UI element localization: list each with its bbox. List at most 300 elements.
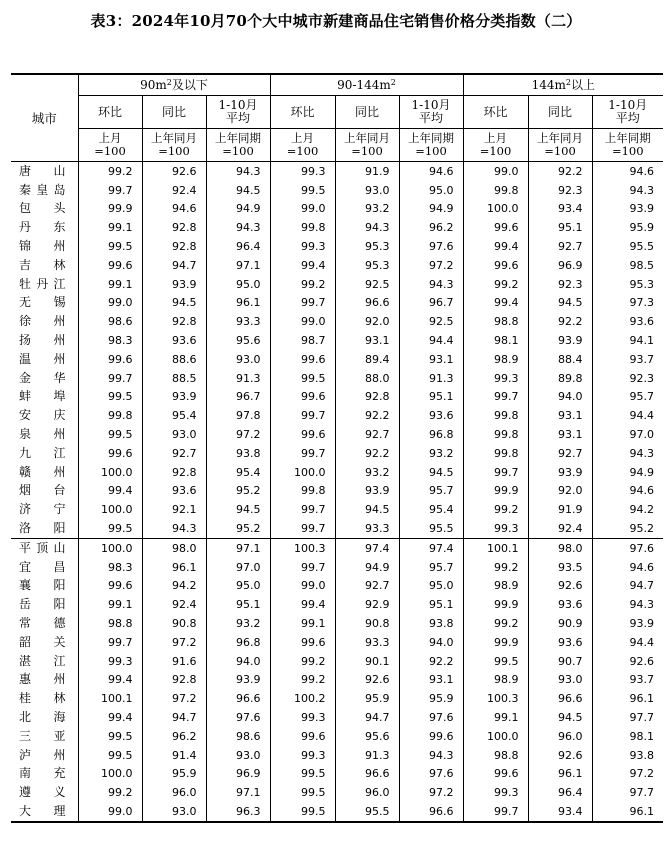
index-value: 95.3: [335, 237, 399, 256]
index-value: 99.9: [78, 200, 142, 219]
index-value: 95.2: [206, 482, 270, 501]
index-value: 96.9: [206, 765, 270, 784]
index-value: 96.4: [206, 237, 270, 256]
index-value: 93.0: [206, 350, 270, 369]
index-value: 91.3: [399, 369, 463, 388]
city-name: 蚌埠: [19, 389, 66, 404]
index-value: 94.4: [399, 331, 463, 350]
index-value: 98.7: [270, 331, 335, 350]
index-value: 96.7: [399, 294, 463, 313]
index-value: 95.9: [399, 689, 463, 708]
index-value: 93.6: [399, 406, 463, 425]
index-value: 95.0: [206, 275, 270, 294]
city-name: 丹东: [19, 220, 66, 235]
index-value: 94.1: [592, 331, 663, 350]
index-value: 99.8: [270, 482, 335, 501]
index-value: 96.1: [206, 294, 270, 313]
index-value: 98.6: [78, 312, 142, 331]
index-value: 94.5: [335, 500, 399, 519]
index-value: 99.2: [78, 783, 142, 802]
index-value: 92.3: [528, 275, 592, 294]
index-value: 97.7: [592, 708, 663, 727]
table-row: [11, 162, 663, 181]
table-title: 表3：2024年10月70个大中城市新建商品住宅销售价格分类指数（二）: [90, 12, 582, 30]
index-value: 96.6: [335, 294, 399, 313]
table-row: [11, 689, 663, 708]
price-index-table: [11, 73, 663, 823]
index-value: 92.9: [335, 595, 399, 614]
index-value: 92.2: [528, 162, 592, 181]
index-value: 99.6: [270, 350, 335, 369]
index-value: 93.1: [399, 350, 463, 369]
index-value: 91.4: [142, 746, 206, 765]
index-value: 99.5: [463, 652, 528, 671]
index-value: 99.7: [78, 633, 142, 652]
column-label-2-2: 同比: [335, 96, 399, 129]
index-value: 92.3: [528, 181, 592, 200]
index-value: 99.4: [78, 708, 142, 727]
base-label-2-1: 上月 =100: [270, 129, 335, 162]
index-value: 98.5: [592, 256, 663, 275]
index-value: 100.2: [270, 689, 335, 708]
table-row: [11, 614, 663, 633]
city-name: 赣州: [19, 464, 66, 479]
index-value: 93.9: [142, 275, 206, 294]
index-value: 99.3: [78, 652, 142, 671]
index-value: 99.4: [463, 294, 528, 313]
index-value: 95.5: [399, 519, 463, 538]
base-label-1-1: 上月 =100: [78, 129, 142, 162]
index-value: 93.6: [592, 312, 663, 331]
table-row: [11, 577, 663, 596]
index-value: 94.9: [335, 558, 399, 577]
index-value: 100.3: [270, 538, 335, 557]
index-value: 99.1: [270, 614, 335, 633]
index-value: 94.3: [335, 218, 399, 237]
index-value: 99.4: [463, 237, 528, 256]
city-name: 襄阳: [19, 578, 66, 593]
index-value: 94.7: [142, 708, 206, 727]
index-value: 98.9: [463, 350, 528, 369]
index-value: 100.0: [78, 463, 142, 482]
index-value: 92.4: [142, 595, 206, 614]
table-row: [11, 331, 663, 350]
section-header-90-144: $90-144m^2$: [270, 74, 463, 96]
index-value: 95.4: [142, 406, 206, 425]
column-label-1-2: 同比: [142, 96, 206, 129]
index-value: 92.2: [335, 444, 399, 463]
index-value: 96.2: [142, 727, 206, 746]
index-value: 96.6: [206, 689, 270, 708]
index-value: 99.8: [463, 181, 528, 200]
index-value: 93.6: [142, 482, 206, 501]
index-value: 99.6: [78, 577, 142, 596]
table-row: [11, 633, 663, 652]
table-row: [11, 746, 663, 765]
index-value: 92.2: [399, 652, 463, 671]
index-value: 99.2: [270, 652, 335, 671]
index-value: 98.1: [463, 331, 528, 350]
index-value: 94.0: [528, 388, 592, 407]
index-value: 97.7: [592, 783, 663, 802]
index-value: 94.3: [592, 595, 663, 614]
index-value: 99.5: [270, 783, 335, 802]
column-label-1-1: 环比: [78, 96, 142, 129]
index-value: 94.5: [528, 294, 592, 313]
index-value: 95.1: [399, 595, 463, 614]
index-value: 96.9: [528, 256, 592, 275]
city-name: 济宁: [19, 502, 66, 517]
index-value: 99.5: [78, 425, 142, 444]
index-value: 99.7: [78, 369, 142, 388]
index-value: 95.6: [335, 727, 399, 746]
index-value: 97.8: [206, 406, 270, 425]
index-value: 92.3: [592, 369, 663, 388]
index-value: 97.4: [399, 538, 463, 557]
index-value: 94.9: [592, 463, 663, 482]
city-name: 惠州: [19, 672, 66, 687]
index-value: 93.1: [399, 671, 463, 690]
index-value: 98.0: [528, 538, 592, 557]
index-value: 97.6: [399, 708, 463, 727]
index-value: 96.1: [592, 689, 663, 708]
index-value: 95.3: [335, 256, 399, 275]
index-value: 92.6: [142, 162, 206, 181]
index-value: 99.6: [270, 388, 335, 407]
index-value: 99.7: [463, 463, 528, 482]
table-body: [11, 162, 663, 822]
index-value: 93.0: [142, 802, 206, 822]
base-label-3-1: 上月 =100: [463, 129, 528, 162]
index-value: 95.9: [335, 689, 399, 708]
city-name: 宜昌: [19, 559, 66, 574]
index-value: 96.3: [206, 802, 270, 822]
index-value: 91.9: [335, 162, 399, 181]
index-value: 92.6: [528, 577, 592, 596]
index-value: 96.1: [528, 765, 592, 784]
index-value: 98.0: [142, 538, 206, 557]
city-name: 湛江: [19, 653, 66, 668]
index-value: 92.5: [399, 312, 463, 331]
index-value: 96.7: [206, 388, 270, 407]
index-value: 92.2: [528, 312, 592, 331]
index-value: 94.4: [592, 406, 663, 425]
index-value: 94.7: [142, 256, 206, 275]
index-value: 98.8: [463, 312, 528, 331]
index-value: 99.5: [78, 746, 142, 765]
index-value: 95.2: [206, 519, 270, 538]
index-value: 99.7: [270, 519, 335, 538]
index-value: 91.3: [335, 746, 399, 765]
index-value: 96.0: [528, 727, 592, 746]
city-name: 无锡: [19, 295, 66, 310]
index-value: 88.6: [142, 350, 206, 369]
index-value: 95.1: [528, 218, 592, 237]
index-value: 93.9: [528, 463, 592, 482]
index-value: 91.9: [528, 500, 592, 519]
index-value: 99.5: [78, 388, 142, 407]
city-name: 常德: [19, 616, 66, 631]
index-value: 92.8: [335, 388, 399, 407]
index-value: 99.2: [463, 500, 528, 519]
index-value: 95.0: [399, 577, 463, 596]
index-value: 99.9: [463, 633, 528, 652]
index-value: 94.9: [206, 200, 270, 219]
table-row: [11, 200, 663, 219]
index-value: 92.7: [528, 444, 592, 463]
index-value: 99.6: [78, 256, 142, 275]
city-name: 遵义: [19, 785, 66, 800]
index-value: 95.0: [206, 577, 270, 596]
index-value: 98.1: [592, 727, 663, 746]
index-value: 99.5: [270, 181, 335, 200]
city-name: 温州: [19, 351, 66, 366]
index-value: 94.3: [399, 275, 463, 294]
index-value: 99.0: [270, 577, 335, 596]
index-value: 99.4: [78, 482, 142, 501]
index-value: 99.1: [78, 218, 142, 237]
table-row: [11, 218, 663, 237]
index-value: 88.4: [528, 350, 592, 369]
index-value: 94.6: [142, 200, 206, 219]
table-row: [11, 708, 663, 727]
index-value: 92.8: [142, 463, 206, 482]
index-value: 99.2: [270, 671, 335, 690]
table-row: [11, 727, 663, 746]
index-value: 95.1: [206, 595, 270, 614]
index-value: 88.5: [142, 369, 206, 388]
index-value: 98.6: [206, 727, 270, 746]
index-value: 93.7: [592, 671, 663, 690]
index-value: 95.9: [592, 218, 663, 237]
index-value: 94.6: [399, 162, 463, 181]
index-value: 99.3: [463, 519, 528, 538]
index-value: 100.0: [78, 765, 142, 784]
index-value: 95.5: [335, 802, 399, 822]
index-value: 99.7: [270, 558, 335, 577]
index-value: 99.5: [78, 727, 142, 746]
index-value: 94.5: [142, 294, 206, 313]
index-value: 94.2: [592, 500, 663, 519]
index-value: 95.4: [206, 463, 270, 482]
table-row: [11, 765, 663, 784]
table-row: [11, 237, 663, 256]
index-value: 93.4: [528, 200, 592, 219]
index-value: 98.3: [78, 331, 142, 350]
index-value: 96.8: [399, 425, 463, 444]
index-value: 97.6: [399, 765, 463, 784]
index-value: 99.0: [270, 200, 335, 219]
index-value: 99.2: [463, 558, 528, 577]
base-label-2-2: 上年同月 =100: [335, 129, 399, 162]
index-value: 93.9: [142, 388, 206, 407]
index-value: 93.9: [528, 331, 592, 350]
index-value: 99.4: [270, 256, 335, 275]
index-value: 94.5: [206, 500, 270, 519]
index-value: 94.6: [592, 558, 663, 577]
index-value: 93.0: [335, 181, 399, 200]
index-value: 97.4: [335, 538, 399, 557]
index-value: 99.6: [463, 256, 528, 275]
index-value: 99.6: [78, 350, 142, 369]
base-label-1-2: 上年同月 =100: [142, 129, 206, 162]
index-value: 92.7: [335, 577, 399, 596]
index-value: 95.4: [399, 500, 463, 519]
index-value: 99.7: [463, 802, 528, 822]
index-value: 93.2: [335, 200, 399, 219]
index-value: 99.8: [463, 444, 528, 463]
index-value: 99.7: [463, 388, 528, 407]
index-value: 96.0: [142, 783, 206, 802]
index-value: 96.4: [528, 783, 592, 802]
index-value: 94.0: [206, 652, 270, 671]
index-value: 99.7: [270, 500, 335, 519]
index-value: 96.0: [335, 783, 399, 802]
table-row: [11, 406, 663, 425]
index-value: 99.2: [78, 162, 142, 181]
section-header-90-and-below: $90m^2$及以下: [78, 74, 270, 96]
index-value: 95.1: [399, 388, 463, 407]
index-value: 96.6: [399, 802, 463, 822]
index-value: 94.6: [592, 162, 663, 181]
index-value: 99.7: [78, 181, 142, 200]
city-name: 烟台: [19, 483, 66, 498]
table-row: [11, 463, 663, 482]
index-value: 91.3: [206, 369, 270, 388]
city-name: 安庆: [19, 408, 66, 423]
column-label-3-1: 环比: [463, 96, 528, 129]
index-value: 100.1: [78, 689, 142, 708]
city-name: 大理: [11, 802, 78, 822]
index-value: 94.9: [399, 200, 463, 219]
index-value: 98.8: [463, 746, 528, 765]
city-name: 平顶山: [11, 538, 78, 557]
index-value: 97.1: [206, 256, 270, 275]
table-row: [11, 558, 663, 577]
index-value: 97.2: [142, 689, 206, 708]
index-value: 92.6: [528, 746, 592, 765]
city-name: 扬州: [19, 333, 66, 348]
index-value: 93.9: [592, 614, 663, 633]
index-value: 99.9: [463, 482, 528, 501]
index-value: 92.6: [592, 652, 663, 671]
index-value: 97.2: [399, 783, 463, 802]
index-value: 93.1: [528, 425, 592, 444]
index-value: 93.3: [335, 633, 399, 652]
index-value: 93.0: [142, 425, 206, 444]
index-value: 99.8: [270, 218, 335, 237]
table-header: [11, 74, 663, 162]
index-value: 99.3: [270, 708, 335, 727]
table-row: [11, 350, 663, 369]
index-value: 97.1: [206, 783, 270, 802]
city-name: 桂林: [19, 691, 66, 706]
index-value: 95.7: [399, 482, 463, 501]
index-value: 96.1: [142, 558, 206, 577]
table-row: [11, 500, 663, 519]
city-name: 包头: [19, 201, 66, 216]
index-value: 92.8: [142, 218, 206, 237]
table-row: [11, 802, 663, 822]
index-value: 97.2: [142, 633, 206, 652]
city-name: 北海: [19, 710, 66, 724]
index-value: 98.3: [78, 558, 142, 577]
index-value: 92.8: [142, 237, 206, 256]
index-value: 92.1: [142, 500, 206, 519]
index-value: 92.2: [335, 406, 399, 425]
index-value: 93.2: [335, 463, 399, 482]
table-row: [11, 369, 663, 388]
index-value: 99.6: [78, 444, 142, 463]
index-value: 99.0: [78, 802, 142, 822]
index-value: 98.9: [463, 577, 528, 596]
index-value: 97.1: [206, 538, 270, 557]
index-value: 100.0: [78, 538, 142, 557]
index-value: 99.6: [270, 727, 335, 746]
index-value: 99.5: [270, 765, 335, 784]
index-value: 97.0: [592, 425, 663, 444]
index-value: 99.4: [270, 595, 335, 614]
index-value: 99.2: [463, 275, 528, 294]
index-value: 90.9: [528, 614, 592, 633]
index-value: 94.5: [399, 463, 463, 482]
index-value: 94.7: [335, 708, 399, 727]
index-value: 97.3: [592, 294, 663, 313]
index-value: 99.5: [78, 519, 142, 538]
city-name: 吉林: [19, 257, 66, 272]
index-value: 92.6: [335, 671, 399, 690]
table-row: [11, 388, 663, 407]
index-value: 90.1: [335, 652, 399, 671]
city-name: 九江: [19, 445, 66, 460]
table-row: [11, 425, 663, 444]
table-row: [11, 181, 663, 200]
index-value: 93.6: [528, 595, 592, 614]
index-value: 91.6: [142, 652, 206, 671]
index-value: 99.6: [463, 765, 528, 784]
index-value: 99.5: [270, 802, 335, 822]
section-header-144-above: $144m^2$以上: [463, 74, 663, 96]
index-value: 93.5: [528, 558, 592, 577]
index-value: 99.1: [463, 708, 528, 727]
index-value: 93.0: [528, 671, 592, 690]
index-value: 99.7: [270, 406, 335, 425]
index-value: 100.0: [270, 463, 335, 482]
index-value: 100.3: [463, 689, 528, 708]
table-row: [11, 783, 663, 802]
index-value: 96.2: [399, 218, 463, 237]
index-value: 95.3: [592, 275, 663, 294]
index-value: 95.9: [142, 765, 206, 784]
index-value: 94.6: [592, 482, 663, 501]
base-label-3-3: 上年同期 =100: [592, 129, 663, 162]
index-value: 100.1: [463, 538, 528, 557]
column-label-2-1: 环比: [270, 96, 335, 129]
index-value: 94.3: [206, 218, 270, 237]
table-row: [11, 671, 663, 690]
index-value: 99.5: [78, 237, 142, 256]
index-value: 98.9: [463, 671, 528, 690]
city-name: 三亚: [19, 728, 66, 743]
table-row: [11, 294, 663, 313]
index-value: 99.1: [78, 595, 142, 614]
city-name: 锦州: [19, 239, 66, 254]
index-value: 100.0: [463, 727, 528, 746]
index-value: 99.3: [463, 783, 528, 802]
index-value: 93.6: [142, 331, 206, 350]
index-value: 99.3: [270, 237, 335, 256]
column-label-3-2: 同比: [528, 96, 592, 129]
